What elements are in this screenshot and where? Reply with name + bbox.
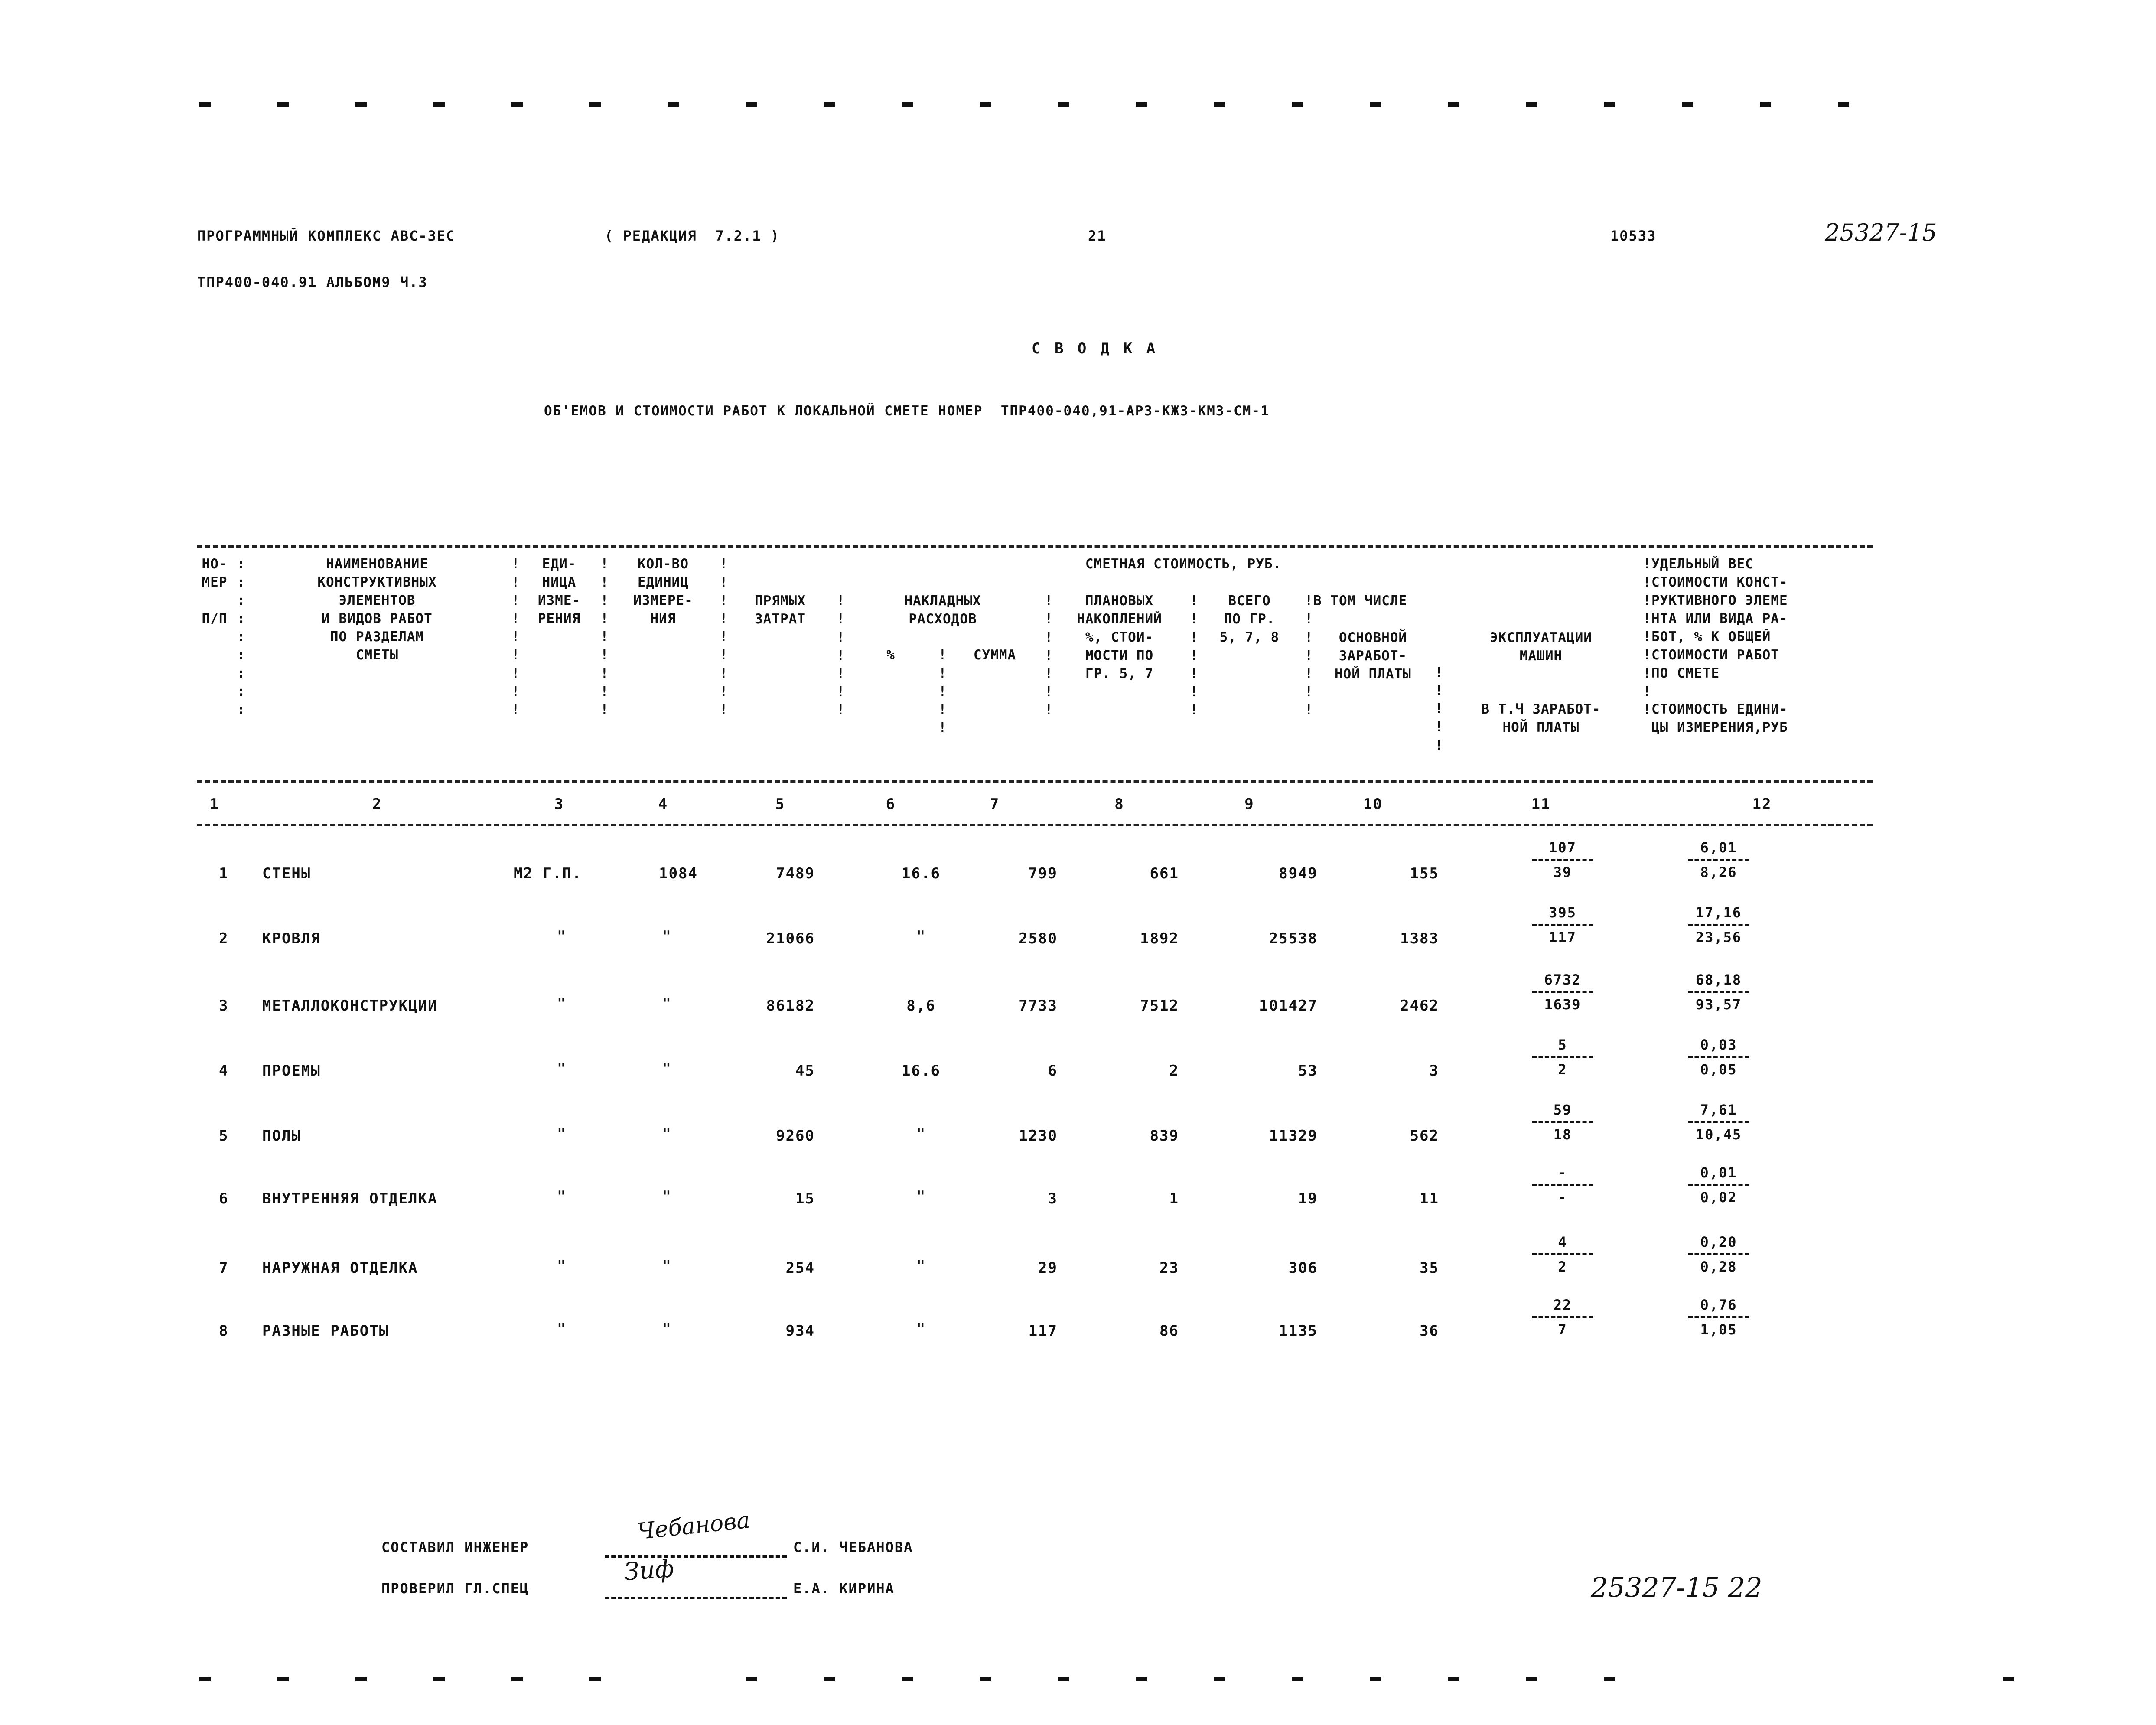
col-header-overhead: НАКЛАДНЫХ РАСХОДОВ	[904, 593, 981, 627]
col-sep: ! ! ! ! ! ! !	[1305, 593, 1313, 718]
column-number: 2	[372, 796, 382, 813]
row-base-wage: 155	[1410, 865, 1439, 882]
row-machinery	[1528, 1036, 1597, 1078]
row-machinery-wage: 7	[1558, 1321, 1567, 1338]
row-unit: "	[557, 1060, 567, 1077]
row-base-wage: 2462	[1400, 997, 1439, 1014]
col-header-overhead-pct: %	[886, 647, 895, 663]
row-number: 4	[219, 1062, 229, 1079]
row-unit: "	[557, 1320, 567, 1337]
row-unit-cost: 10,45	[1695, 1126, 1742, 1143]
row-overhead-sum: 3	[1048, 1190, 1058, 1207]
document-code: 10533	[1610, 228, 1657, 244]
row-share	[1684, 904, 1753, 946]
top-dash-border	[0, 102, 2156, 109]
row-qty: "	[662, 1188, 672, 1205]
col-header-including: В ТОМ ЧИСЛЕ	[1313, 593, 1407, 609]
compiled-by-name: С.И. ЧЕБАНОВА	[793, 1539, 913, 1555]
row-machinery-value: 107	[1549, 839, 1576, 856]
row-machinery-value: 5	[1558, 1037, 1567, 1053]
row-base-wage: 562	[1410, 1127, 1439, 1145]
col-header-number: НО- МЕР П/П	[202, 556, 228, 626]
col-header-quantity: КОЛ-ВО ЕДИНИЦ ИЗМЕРЕ- НИЯ	[633, 556, 693, 626]
stamp-top: 25327-15	[1825, 219, 1937, 246]
row-planned: 1	[1169, 1190, 1179, 1207]
row-qty: "	[662, 995, 672, 1012]
checked-by-label: ПРОВЕРИЛ ГЛ.СПЕЦ	[381, 1580, 529, 1597]
row-qty: "	[662, 1060, 672, 1077]
row-unit-cost: 8,26	[1700, 864, 1737, 880]
row-name: МЕТАЛЛОКОНСТРУКЦИИ	[262, 997, 438, 1014]
col-header-base-wage: ОСНОВНОЙ ЗАРАБОТ- НОЙ ПЛАТЫ	[1335, 630, 1411, 682]
row-total: 306	[1288, 1259, 1318, 1277]
row-share	[1684, 1101, 1753, 1143]
row-qty: "	[662, 1257, 672, 1275]
row-overhead-sum: 2580	[1019, 930, 1058, 947]
row-direct: 45	[795, 1062, 815, 1079]
row-number: 7	[219, 1259, 229, 1277]
col-header-direct: ПРЯМЫХ ЗАТРАТ	[755, 593, 806, 627]
row-base-wage: 3	[1429, 1062, 1439, 1079]
row-direct: 934	[785, 1322, 815, 1340]
col-header-cost-group: СМЕТНАЯ СТОИМОСТЬ, РУБ.	[1085, 556, 1282, 572]
row-share	[1684, 1164, 1753, 1206]
col-header-machinery-wage: В Т.Ч ЗАРАБОТ- НОЙ ПЛАТЫ	[1481, 701, 1601, 735]
row-machinery-wage: 117	[1549, 929, 1576, 946]
program-edition: ( РЕДАКЦИЯ 7.2.1 )	[605, 228, 780, 244]
row-name: КРОВЛЯ	[262, 930, 321, 947]
row-planned: 7512	[1140, 997, 1179, 1014]
col-sep: ! ! ! ! !	[1435, 665, 1443, 753]
column-number: 5	[775, 796, 785, 813]
row-unit: "	[557, 995, 567, 1012]
row-machinery	[1528, 839, 1597, 881]
row-number: 3	[219, 997, 229, 1014]
row-planned: 661	[1150, 865, 1179, 882]
row-unit: М2 Г.П.	[514, 865, 582, 882]
column-number: 4	[658, 796, 668, 813]
row-share-value: 0,20	[1700, 1234, 1737, 1250]
row-machinery-wage: 2	[1558, 1061, 1567, 1078]
row-total: 1135	[1279, 1322, 1318, 1340]
row-machinery-value: 395	[1549, 904, 1576, 921]
row-unit-cost: 93,57	[1695, 996, 1742, 1013]
row-total: 11329	[1269, 1127, 1318, 1145]
row-direct: 15	[795, 1190, 815, 1207]
row-machinery-value: 6732	[1544, 972, 1581, 988]
checked-by-name: Е.А. КИРИНА	[793, 1580, 895, 1597]
row-overhead-sum: 1230	[1019, 1127, 1058, 1145]
row-planned: 839	[1150, 1127, 1179, 1145]
row-unit: "	[557, 1125, 567, 1142]
row-total: 25538	[1269, 930, 1318, 947]
column-number: 1	[209, 796, 220, 813]
column-number: 9	[1244, 796, 1254, 813]
row-machinery	[1528, 1296, 1597, 1338]
album-label: ТПР400-040.91 АЛЬБОМ9 Ч.3	[197, 274, 428, 290]
compiled-by-signature: Чебанова	[636, 1507, 751, 1545]
row-machinery	[1528, 1101, 1597, 1143]
col-sep: ! ! ! ! ! ! ! ! !	[1643, 556, 1651, 717]
row-planned: 23	[1159, 1259, 1179, 1277]
col-header-machinery: ЭКСПЛУАТАЦИИ МАШИН	[1490, 630, 1592, 664]
row-overhead-pct: "	[916, 928, 926, 945]
col-header-unit: ЕДИ- НИЦА ИЗМЕ- РЕНИЯ	[537, 556, 581, 626]
row-name: НАРУЖНАЯ ОТДЕЛКА	[262, 1259, 418, 1277]
row-unit: "	[557, 928, 567, 945]
row-total: 8949	[1279, 865, 1318, 882]
col-sep: : : : : : : : : :	[237, 556, 245, 717]
col-sep: ! ! ! ! ! ! !	[1190, 593, 1198, 718]
column-number: 8	[1114, 796, 1124, 813]
row-machinery-wage: 1639	[1544, 996, 1581, 1013]
row-direct: 7489	[776, 865, 815, 882]
row-unit-cost: 0,28	[1700, 1259, 1737, 1275]
row-machinery-value: 59	[1553, 1102, 1572, 1118]
row-total: 101427	[1259, 997, 1318, 1014]
checked-by-signature: Зиф	[623, 1555, 675, 1586]
bottom-dash-border	[0, 1677, 2156, 1684]
row-machinery-wage: 39	[1553, 864, 1572, 880]
row-qty: "	[662, 1320, 672, 1337]
row-share	[1684, 1233, 1753, 1275]
row-machinery	[1528, 904, 1597, 946]
stamp-bottom: 25327-15 22	[1591, 1572, 1762, 1603]
row-unit-cost: 23,56	[1695, 929, 1742, 946]
col-sep: ! ! ! ! !	[938, 647, 947, 736]
page-number: 21	[1088, 228, 1107, 244]
row-unit: "	[557, 1257, 567, 1275]
row-number: 8	[219, 1322, 229, 1340]
row-direct: 9260	[776, 1127, 815, 1145]
row-number: 5	[219, 1127, 229, 1145]
col-sep: ! ! ! ! ! ! !	[837, 593, 845, 718]
row-total: 53	[1298, 1062, 1318, 1079]
row-overhead-sum: 7733	[1019, 997, 1058, 1014]
row-share-value: 17,16	[1695, 904, 1742, 921]
row-machinery	[1528, 1164, 1597, 1206]
row-overhead-pct: "	[916, 1188, 926, 1205]
row-overhead-pct: "	[916, 1257, 926, 1275]
row-share	[1684, 1036, 1753, 1078]
row-qty: 1084	[659, 865, 698, 882]
row-machinery	[1528, 971, 1597, 1013]
row-machinery-value: 22	[1553, 1297, 1572, 1313]
row-unit-cost: 1,05	[1700, 1321, 1737, 1338]
column-number: 11	[1531, 796, 1551, 813]
col-sep: ! ! ! ! ! ! ! ! !	[600, 556, 609, 717]
row-machinery-wage: 18	[1553, 1126, 1572, 1143]
table-top-rule	[197, 545, 1873, 548]
row-overhead-pct: 8,6	[906, 997, 936, 1014]
table-header-rule	[197, 780, 1873, 783]
row-machinery	[1528, 1233, 1597, 1275]
row-number: 2	[219, 930, 229, 947]
row-share-value: 0,03	[1700, 1037, 1737, 1053]
row-overhead-sum: 29	[1038, 1259, 1058, 1277]
row-machinery-value: -	[1558, 1164, 1567, 1181]
row-share	[1684, 1296, 1753, 1338]
row-name: СТЕНЫ	[262, 865, 311, 882]
row-name: РАЗНЫЕ РАБОТЫ	[262, 1322, 389, 1340]
row-qty: "	[662, 928, 672, 945]
row-base-wage: 1383	[1400, 930, 1439, 947]
row-overhead-sum: 799	[1028, 865, 1058, 882]
row-base-wage: 35	[1420, 1259, 1439, 1277]
row-name: ВНУТРЕННЯЯ ОТДЕЛКА	[262, 1190, 438, 1207]
row-unit: "	[557, 1188, 567, 1205]
row-qty: "	[662, 1125, 672, 1142]
row-share-value: 0,76	[1700, 1297, 1737, 1313]
row-unit-cost: 0,02	[1700, 1189, 1737, 1206]
row-name: ПРОЕМЫ	[262, 1062, 321, 1079]
row-share	[1684, 971, 1753, 1013]
column-number: 7	[990, 796, 1000, 813]
row-planned: 1892	[1140, 930, 1179, 947]
compiled-by-label: СОСТАВИЛ ИНЖЕНЕР	[381, 1539, 529, 1555]
row-direct: 21066	[766, 930, 815, 947]
row-share-value: 6,01	[1700, 839, 1737, 856]
program-name: ПРОГРАММНЫЙ КОМПЛЕКС АВС-3ЕС	[197, 228, 456, 244]
row-overhead-pct: "	[916, 1320, 926, 1337]
row-direct: 86182	[766, 997, 815, 1014]
col-sep: ! ! ! ! ! ! ! ! !	[511, 556, 520, 717]
row-unit-cost: 0,05	[1700, 1061, 1737, 1078]
col-header-overhead-sum: СУММА	[973, 647, 1016, 663]
row-number: 6	[219, 1190, 229, 1207]
column-number: 3	[554, 796, 564, 813]
document-title: С В О Д К А	[1032, 340, 1158, 357]
row-overhead-pct: "	[916, 1125, 926, 1142]
row-base-wage: 11	[1420, 1190, 1439, 1207]
row-machinery-wage: 2	[1558, 1259, 1567, 1275]
column-number: 6	[886, 796, 896, 813]
row-machinery-wage: -	[1558, 1189, 1567, 1206]
row-machinery-value: 4	[1558, 1234, 1567, 1250]
col-header-name: НАИМЕНОВАНИЕ КОНСТРУКТИВНЫХ ЭЛЕМЕНТОВ И ВИДОВ РАБОТ ПО РАЗДЕЛАМ СМЕТЫ	[317, 556, 437, 663]
row-planned: 86	[1159, 1322, 1179, 1340]
row-overhead-sum: 117	[1028, 1322, 1058, 1340]
row-overhead-sum: 6	[1048, 1062, 1058, 1079]
col-header-total: ВСЕГО ПО ГР. 5, 7, 8	[1219, 593, 1280, 645]
row-share-value: 68,18	[1695, 972, 1742, 988]
column-number: 12	[1752, 796, 1772, 813]
checked-by-line	[605, 1597, 787, 1599]
row-name: ПОЛЫ	[262, 1127, 301, 1145]
row-overhead-pct: 16.6	[902, 1062, 941, 1079]
column-number: 10	[1363, 796, 1383, 813]
document-subtitle: ОБ'ЕМОВ И СТОИМОСТИ РАБОТ К ЛОКАЛЬНОЙ СМЕТЕ НОМЕР ТПР400-040,91-АР3-КЖ3-КМ3-СМ-1	[544, 403, 1270, 419]
row-direct: 254	[785, 1259, 815, 1277]
row-base-wage: 36	[1420, 1322, 1439, 1340]
col-header-share: УДЕЛЬНЫЙ ВЕС СТОИМОСТИ КОНСТ- РУКТИВНОГО ЭЛЕМЕ НТА ИЛИ ВИДА РА- БОТ, % К ОБЩЕЙ СТОИМОСТИ РАБОТ ПО СМЕТЕ	[1651, 556, 1788, 681]
row-total: 19	[1298, 1190, 1318, 1207]
row-number: 1	[219, 865, 229, 882]
col-header-unit-cost: СТОИМОСТЬ ЕДИНИ- ЦЫ ИЗМЕРЕНИЯ,РУБ	[1651, 701, 1788, 735]
row-planned: 2	[1169, 1062, 1179, 1079]
col-header-planned: ПЛАНОВЫХ НАКОПЛЕНИЙ %, СТОИ- МОСТИ ПО ГР. 5, 7	[1077, 593, 1162, 682]
col-sep: ! ! ! ! ! ! !	[1045, 593, 1053, 718]
row-share-value: 7,61	[1700, 1102, 1737, 1118]
row-share	[1684, 839, 1753, 881]
col-sep: ! ! ! ! ! ! ! ! !	[720, 556, 728, 717]
row-share-value: 0,01	[1700, 1164, 1737, 1181]
row-overhead-pct: 16.6	[902, 865, 941, 882]
table-numbers-rule	[197, 824, 1873, 826]
